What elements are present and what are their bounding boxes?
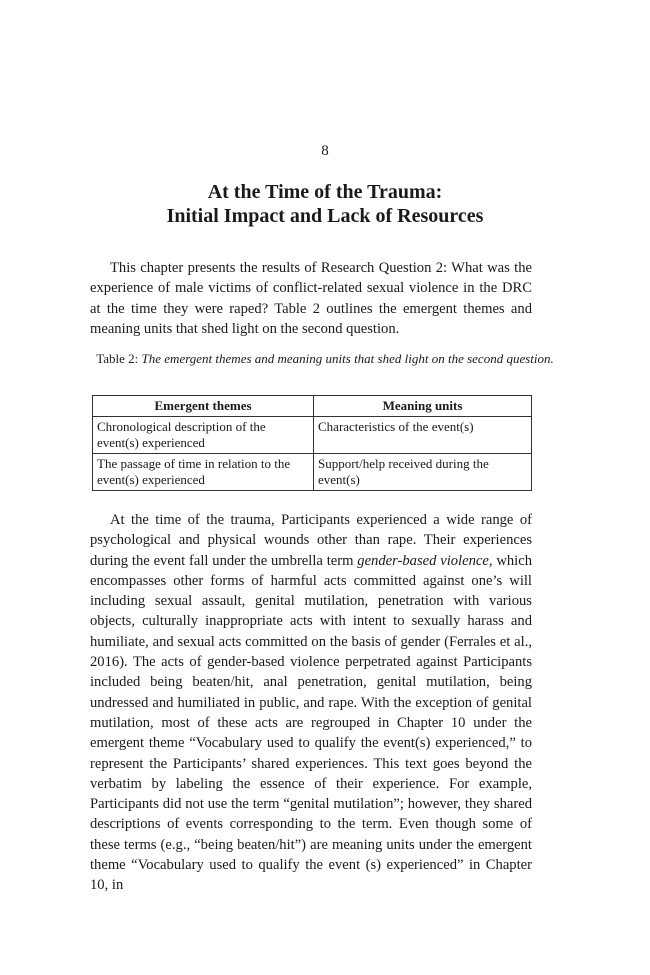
chapter-title — [0, 180, 650, 228]
chapter-title-line-1: At the Time of the Trauma: — [207, 181, 443, 203]
chapter-title-line-2: Initial Impact and Lack of Resources — [166, 205, 484, 227]
table-row — [93, 454, 532, 491]
table-cell: Chronological description of the event(s) experienced — [93, 417, 314, 454]
body-paragraph-italic-term: gender-based violence — [357, 552, 489, 569]
table-caption-text: The emergent themes and meaning units that shed light on the second question. — [141, 351, 554, 366]
intro-paragraph: This chapter presents the results of Research Question 2: What was the experience of male victims of conflict-related sexual violence in the DRC at the time they were raped? Table 2 outlines the emergent themes and meaning units that shed light on the second question. — [90, 260, 532, 337]
table-header-cell: Emergent themes — [93, 396, 314, 417]
table-header-row — [93, 396, 532, 417]
body-paragraph — [90, 510, 532, 896]
table-cell: The passage of time in relation to the event(s) experienced — [93, 454, 314, 491]
chapter-number: 8 — [321, 143, 329, 159]
body-paragraph-text-2: , which encompasses other forms of harmful acts committed against one’s will including sexual assault, genital mutilation, penetration with various objects, culturally inappropriate acts with intent to sexually harass and humiliate, and sexual acts committed on the basis of gender (Ferrales et al., 2016). The acts of gender-based violence perpetrated against Participants included being beaten/hit, anal penetration, genital mutilation, being undressed and humiliated in public, and rape. With the exception of genital mutilation, most of these acts are regrouped in Chapter 10 under the emergent theme “Vocabulary used to qualify the event(s) experienced,” to represent the Participants’ shared experiences. This text goes beyond the verbatim by labeling the essence of their experience. For example, Participants did not use the term “genital mutilation”; however, they shared descriptions of events corresponding to the term. Even though some of these terms (e.g., “being beaten/hit”) are meaning units under the emergent theme “Vocabulary used to qualify the event (s) experienced” in Chapter 10, in — [90, 552, 532, 894]
table-row — [93, 417, 532, 454]
table-caption — [0, 350, 650, 367]
themes-table — [92, 395, 532, 491]
table-header-cell: Meaning units — [314, 396, 532, 417]
table-cell: Support/help received during the event(s) — [314, 454, 532, 491]
table-cell: Characteristics of the event(s) — [314, 417, 532, 454]
body-paragraph-text-1: At the time of the trauma, Participants experienced a wide range of psychological and physical wounds other than rape. Their experiences during the event fall under the umbrella term — [90, 512, 532, 569]
table-caption-label: Table 2: — [96, 351, 142, 366]
